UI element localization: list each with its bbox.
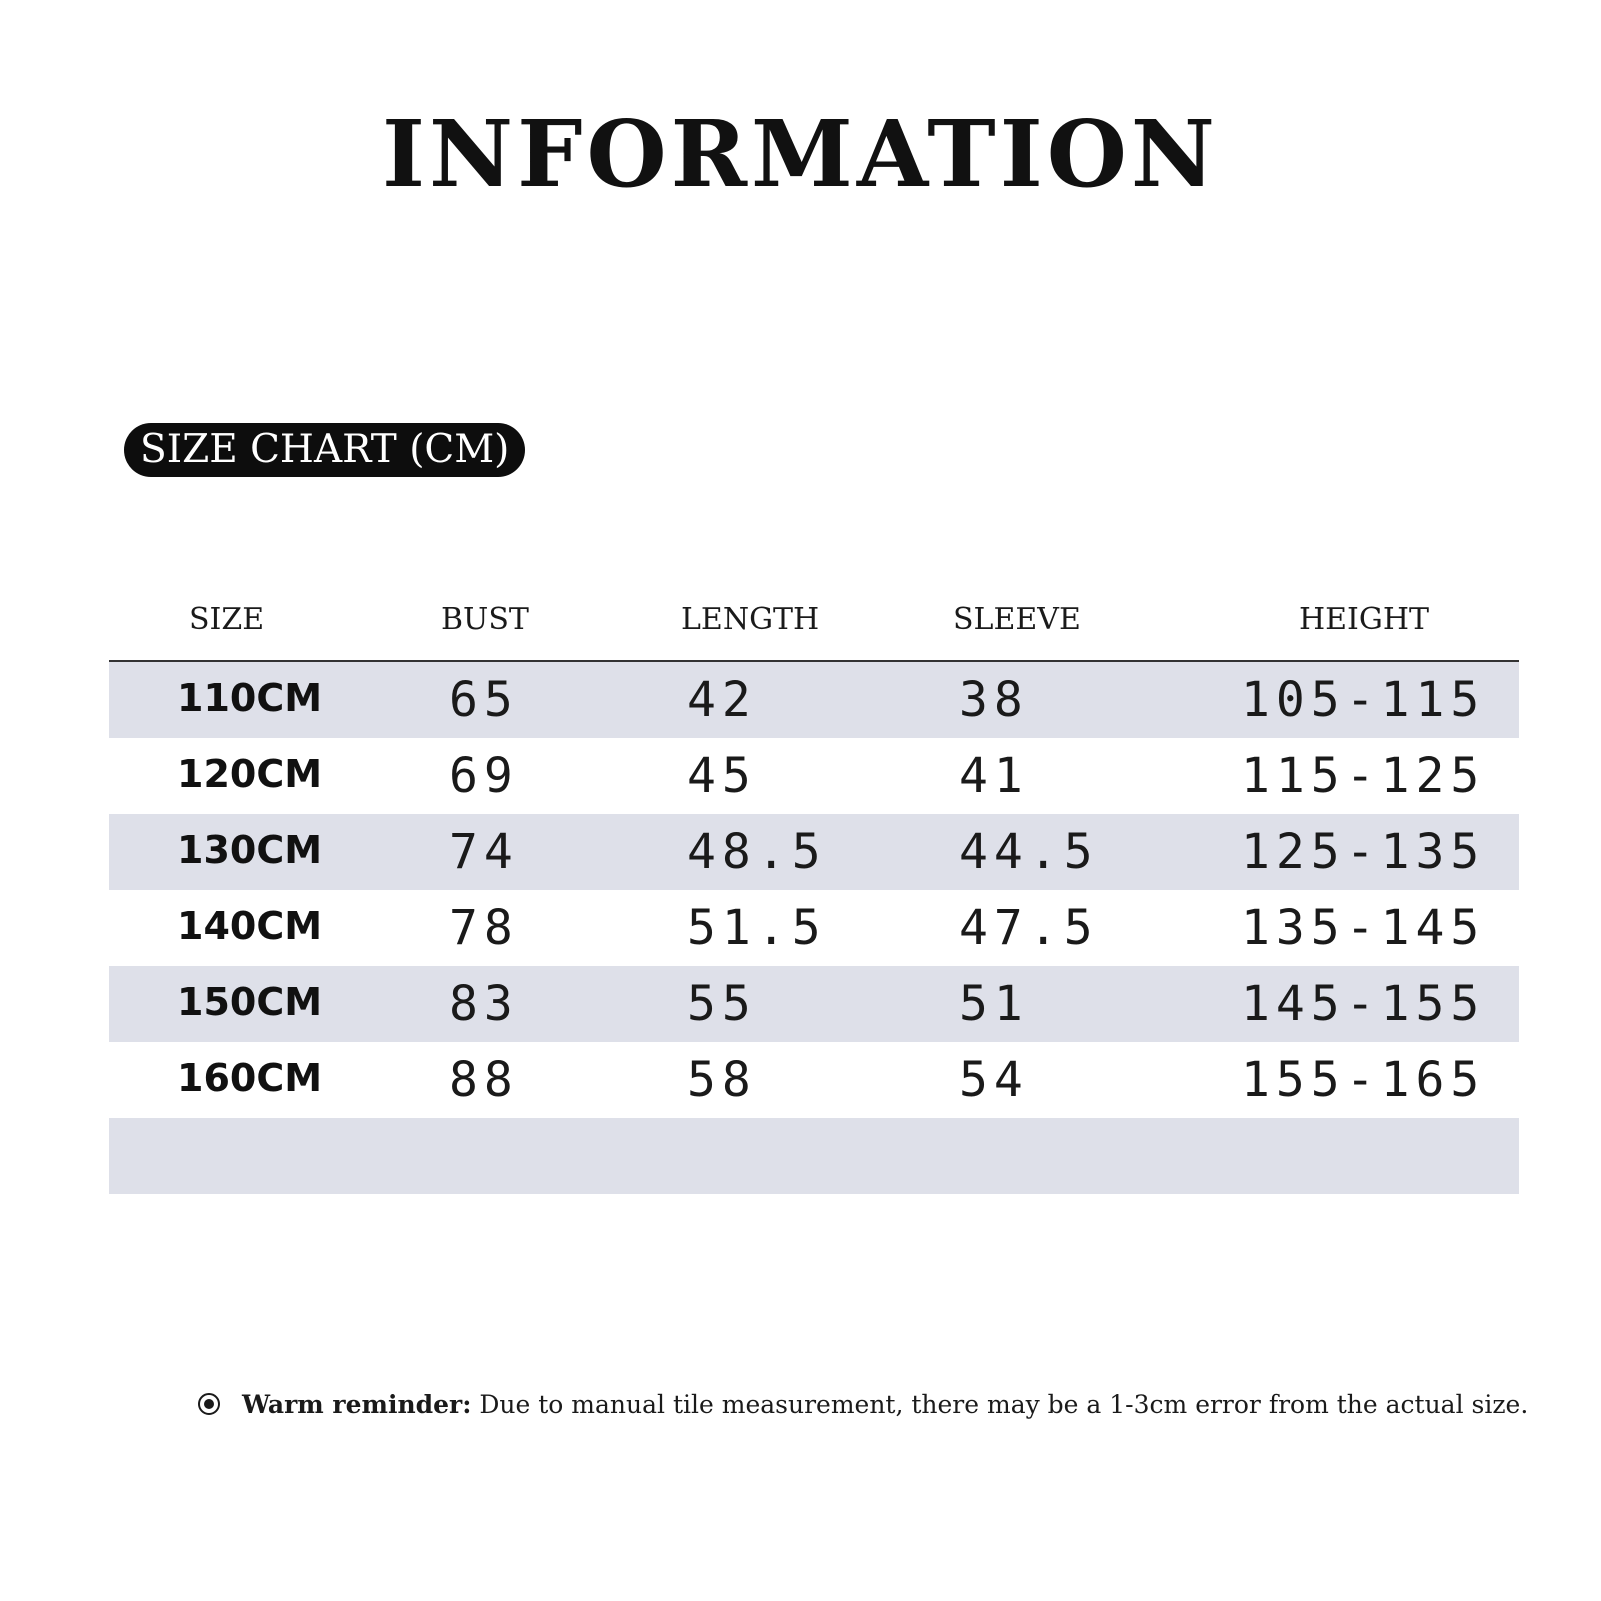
cell-length: 48.5 bbox=[687, 824, 827, 880]
table-header-row bbox=[109, 578, 1519, 662]
cell-sleeve: 54 bbox=[959, 1052, 1029, 1108]
cell-length: 45 bbox=[687, 748, 757, 804]
cell-bust: 88 bbox=[449, 1052, 519, 1108]
cell-sleeve: 41 bbox=[959, 748, 1029, 804]
table-row bbox=[109, 738, 1519, 814]
cell-size: 130CM bbox=[177, 828, 323, 872]
cell-length: 42 bbox=[687, 672, 757, 728]
table-row bbox=[109, 662, 1519, 738]
page-title: INFORMATION bbox=[382, 100, 1219, 208]
reminder-label: Warm reminder: bbox=[242, 1390, 472, 1419]
cell-bust: 83 bbox=[449, 976, 519, 1032]
cell-bust: 69 bbox=[449, 748, 519, 804]
size-table bbox=[109, 578, 1519, 1194]
header-bust: BUST bbox=[441, 602, 529, 637]
cell-height: 135-145 bbox=[1241, 900, 1486, 956]
reminder-text: Due to manual tile measurement, there may be a 1-3cm error from the actual size. bbox=[471, 1390, 1529, 1419]
table-row bbox=[109, 1042, 1519, 1118]
cell-length: 51.5 bbox=[687, 900, 827, 956]
cell-height: 155-165 bbox=[1241, 1052, 1486, 1108]
cell-size: 140CM bbox=[177, 904, 323, 948]
cell-sleeve: 51 bbox=[959, 976, 1029, 1032]
cell-bust: 65 bbox=[449, 672, 519, 728]
cell-height: 105-115 bbox=[1241, 672, 1486, 728]
header-length: LENGTH bbox=[681, 602, 820, 637]
cell-sleeve: 38 bbox=[959, 672, 1029, 728]
table-row bbox=[109, 966, 1519, 1042]
header-size: SIZE bbox=[189, 602, 265, 637]
cell-sleeve: 44.5 bbox=[959, 824, 1099, 880]
header-sleeve: SLEEVE bbox=[953, 602, 1081, 637]
cell-size: 110CM bbox=[177, 676, 323, 720]
cell-bust: 78 bbox=[449, 900, 519, 956]
table-row bbox=[109, 814, 1519, 890]
cell-height: 145-155 bbox=[1241, 976, 1486, 1032]
cell-height: 115-125 bbox=[1241, 748, 1486, 804]
cell-height: 125-135 bbox=[1241, 824, 1486, 880]
warm-reminder-note bbox=[198, 1390, 1528, 1419]
cell-size: 120CM bbox=[177, 752, 323, 796]
cell-length: 58 bbox=[687, 1052, 757, 1108]
cell-length: 55 bbox=[687, 976, 757, 1032]
radio-bullet-icon bbox=[198, 1393, 220, 1415]
section-label-badge: SIZE CHART (CM) bbox=[124, 423, 525, 477]
cell-bust: 74 bbox=[449, 824, 519, 880]
cell-size: 160CM bbox=[177, 1056, 323, 1100]
table-row-empty bbox=[109, 1118, 1519, 1194]
table-row bbox=[109, 890, 1519, 966]
cell-size: 150CM bbox=[177, 980, 323, 1024]
cell-sleeve: 47.5 bbox=[959, 900, 1099, 956]
header-height: HEIGHT bbox=[1299, 602, 1430, 637]
table-body bbox=[109, 662, 1519, 1194]
